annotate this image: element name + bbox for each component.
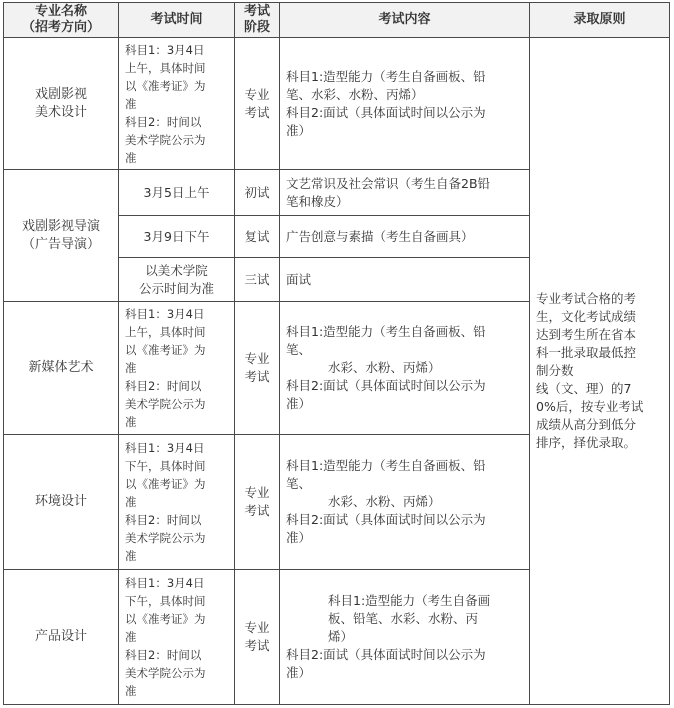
content-cell: 面试 — [280, 258, 530, 302]
major-cell: 新媒体艺术 — [4, 302, 119, 435]
stage-cell: 三试 — [235, 258, 280, 302]
major-cell: 戏剧影视导演 （广告导演） — [4, 170, 119, 302]
time-cell: 科目1：3月4日 上午，具体时间 以《准考证》为 准 科目2：时间以 美术学院公示为 准 — [119, 38, 235, 170]
content-cell: 科目1:造型能力（考生自备画板、铅 笔、 水彩、水粉、丙烯） 科目2:面试（具体面试时间以公示为 准） — [280, 302, 530, 435]
admission-rule-cell: 专业考试合格的考 生，文化考试成绩 达到考生所在省本 科一批录取最低控 制分数 线（文、理）的7 0%后，按专业考试 成绩从高分到低分 排序，择优录取。 — [530, 38, 670, 705]
time-cell: 3月5日上午 — [119, 170, 235, 216]
time-cell: 科目1：3月4日 下午，具体时间 以《准考证》为 准 科目2：时间以 美术学院公示为 准 — [119, 435, 235, 570]
header-row — [4, 3, 670, 38]
time-cell: 3月9日下午 — [119, 216, 235, 258]
content-cell: 文艺常识及社会常识（考生自备2B铅 笔和橡皮） — [280, 170, 530, 216]
table-row — [4, 38, 670, 170]
stage-cell: 复试 — [235, 216, 280, 258]
time-cell: 科目1：3月4日 上午，具体时间 以《准考证》为 准 科目2：时间以 美术学院公示为 准 — [119, 302, 235, 435]
content-cell: 科目1:造型能力（考生自备画板、铅 笔、水彩、水粉、丙烯） 科目2:面试（具体面试时间以公示为 准） — [280, 38, 530, 170]
header-time: 考试时间 — [119, 3, 235, 38]
header-stage: 考试 阶段 — [235, 3, 280, 38]
header-major: 专业名称 （招考方向） — [4, 3, 119, 38]
stage-cell: 专业 考试 — [235, 570, 280, 705]
header-rule: 录取原则 — [530, 3, 670, 38]
time-cell: 以美术学院 公示时间为准 — [119, 258, 235, 302]
content-cell: 广告创意与素描（考生自备画具） — [280, 216, 530, 258]
stage-cell: 专业 考试 — [235, 435, 280, 570]
major-cell: 戏剧影视 美术设计 — [4, 38, 119, 170]
stage-cell: 专业 考试 — [235, 38, 280, 170]
major-cell: 环境设计 — [4, 435, 119, 570]
stage-cell: 专业 考试 — [235, 302, 280, 435]
exam-schedule-table — [3, 2, 670, 705]
content-cell: 科目1:造型能力（考生自备画 板、铅笔、水彩、水粉、丙 烯） 科目2:面试（具体面试时间以公示为 准） — [280, 570, 530, 705]
stage-cell: 初试 — [235, 170, 280, 216]
major-cell: 产品设计 — [4, 570, 119, 705]
header-content: 考试内容 — [280, 3, 530, 38]
time-cell: 科目1：3月4日 下午，具体时间 以《准考证》为 准 科目2：时间以 美术学院公示为 准 — [119, 570, 235, 705]
content-cell: 科目1:造型能力（考生自备画板、铅 笔、 水彩、水粉、丙烯） 科目2:面试（具体面试时间以公示为 准） — [280, 435, 530, 570]
